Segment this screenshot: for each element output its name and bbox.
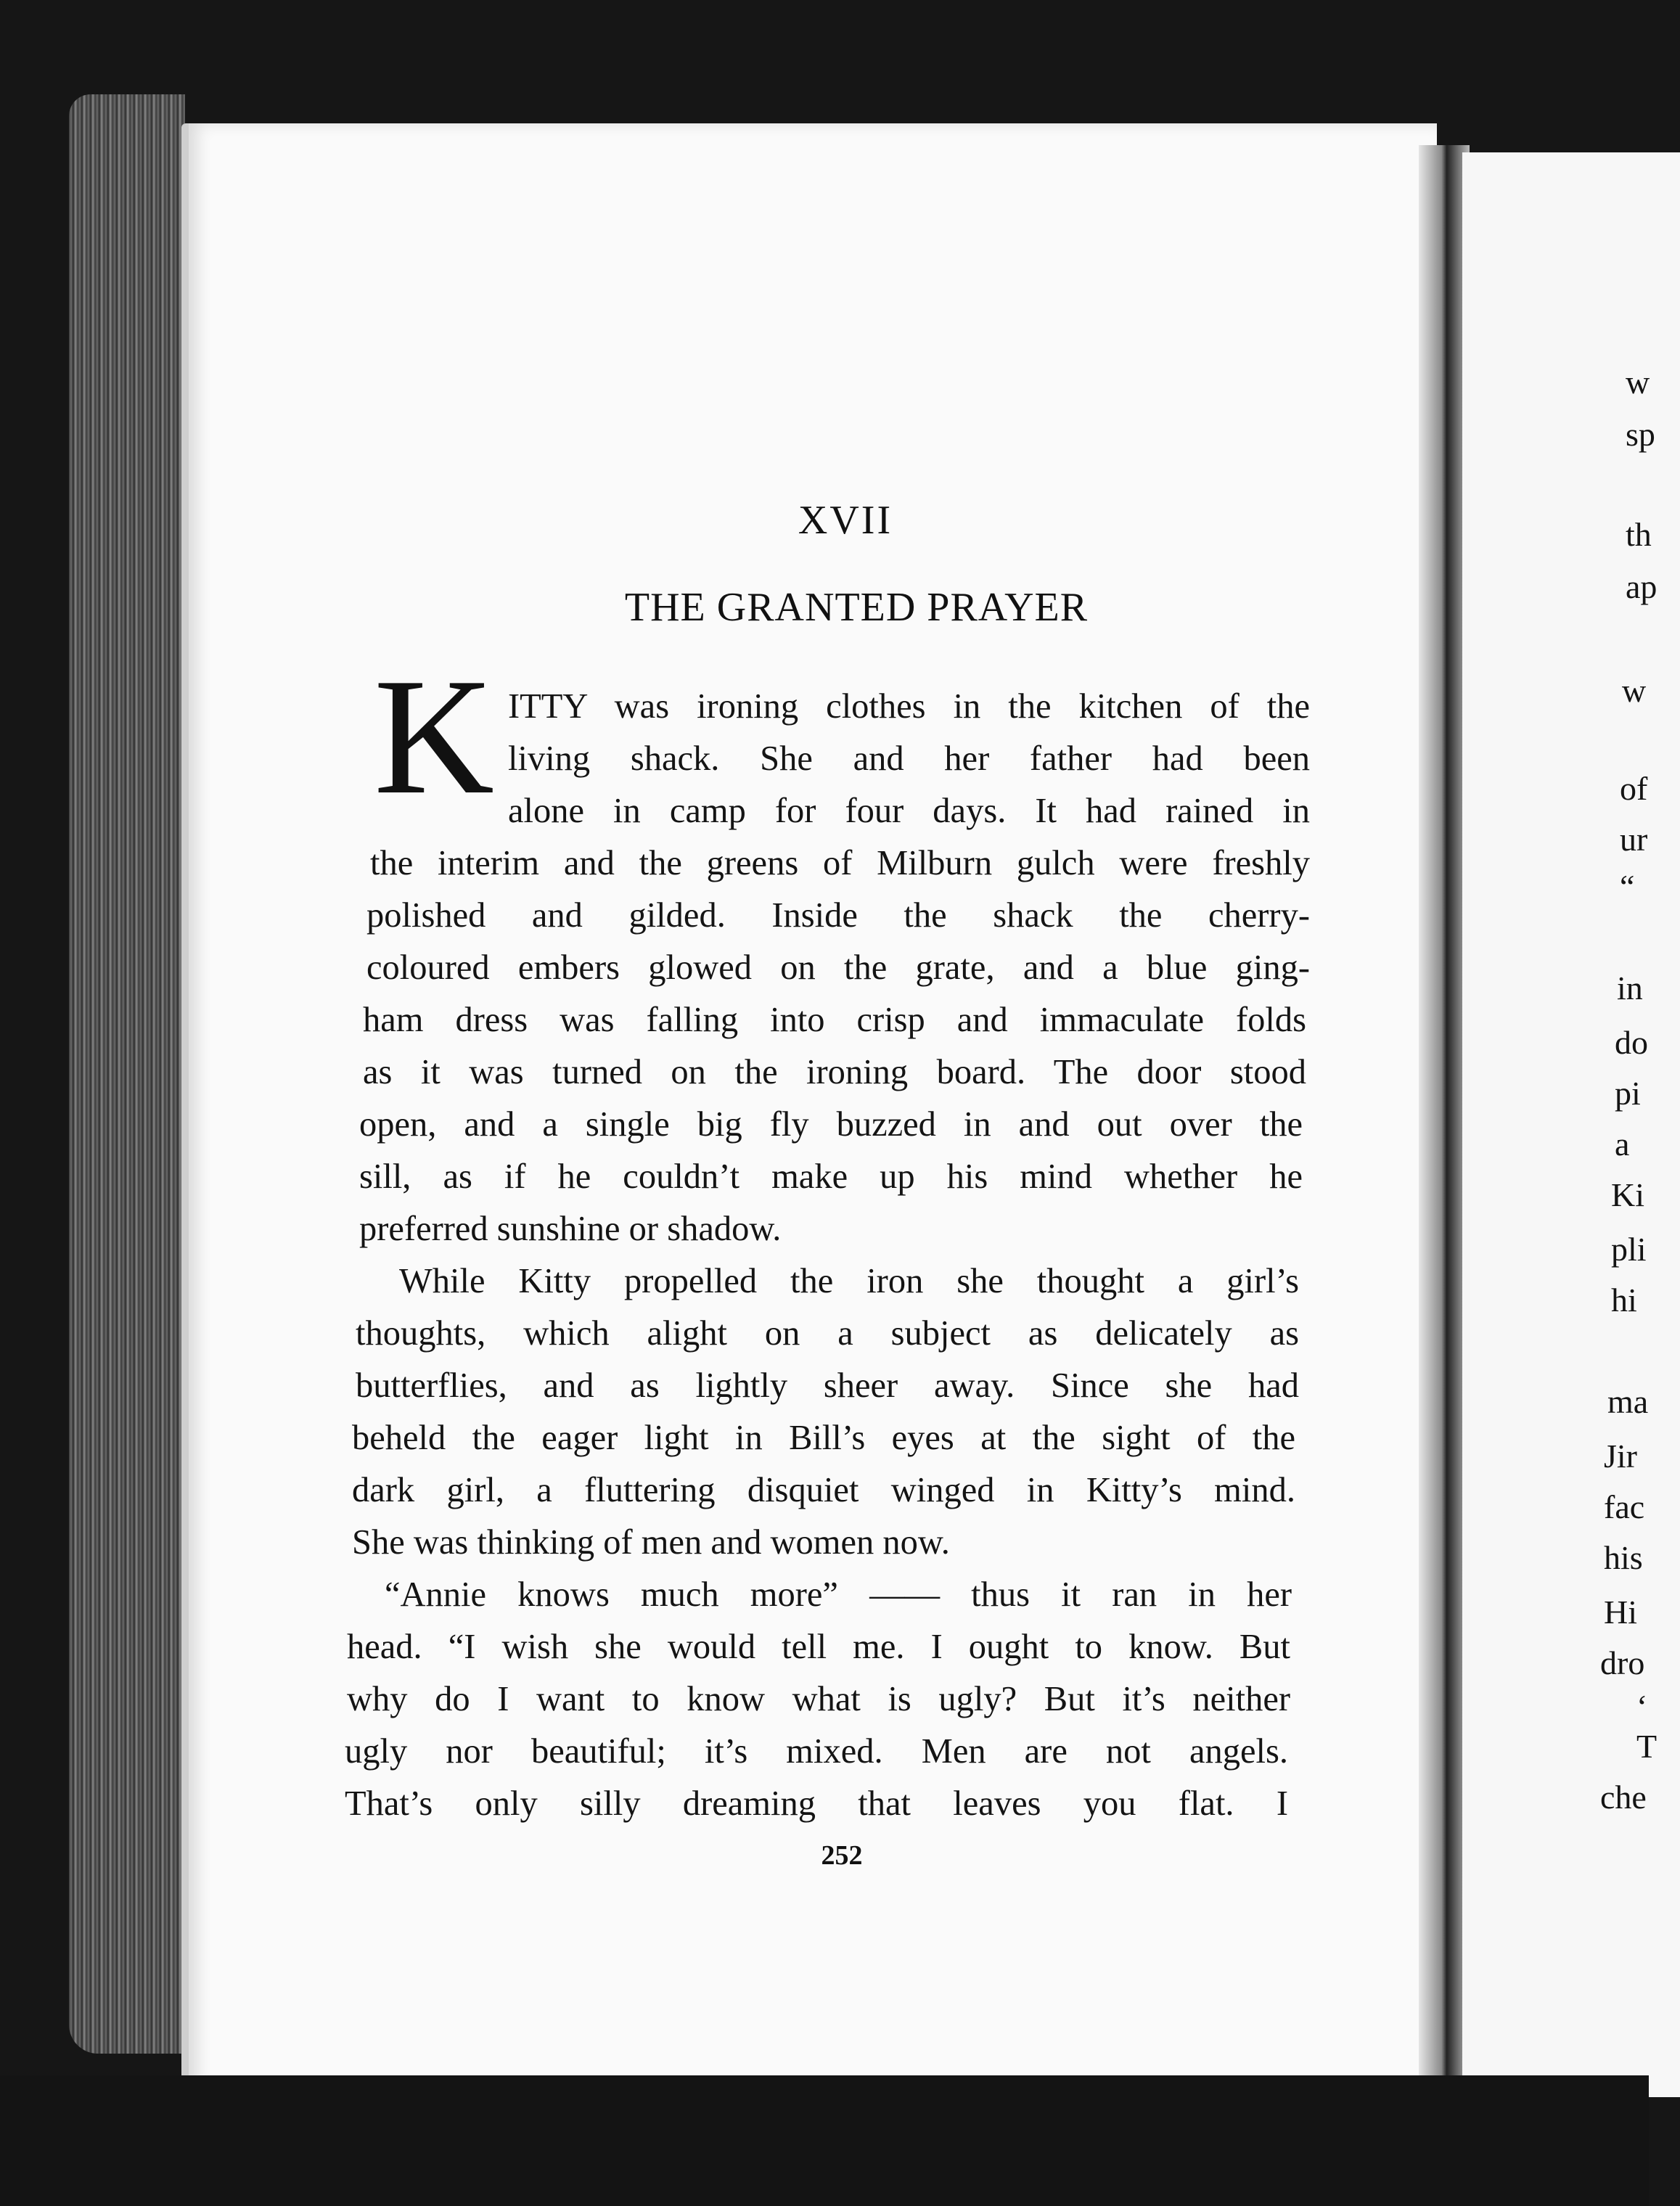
- text-line: She was thinking of men and women now.: [352, 1523, 950, 1562]
- chapter-number: XVII: [798, 498, 893, 543]
- text-line: preferred sunshine or shadow.: [359, 1210, 782, 1248]
- text-fragment: hi: [1611, 1282, 1637, 1319]
- text-line: That’s only silly dreaming that leaves you flat. I: [345, 1784, 1288, 1823]
- text-fragment: th: [1626, 516, 1652, 553]
- text-line: as it was turned on the ironing board. The door stood: [363, 1053, 1306, 1091]
- text-line: sill, as if he couldn’t make up his mind whether he: [359, 1157, 1303, 1196]
- page-number: 252: [821, 1840, 863, 1871]
- text-fragment: w: [1626, 364, 1650, 401]
- text-fragment: w: [1622, 672, 1647, 709]
- text-line: coloured embers glowed on the grate, and a blue ging-: [366, 948, 1310, 987]
- text-fragment: pi: [1615, 1075, 1641, 1112]
- text-line: “Annie knows much more” —— thus it ran in her: [385, 1575, 1292, 1614]
- text-line: alone in camp for four days. It had rained in: [508, 792, 1310, 830]
- text-line: ham dress was falling into crisp and immaculate folds: [363, 1001, 1306, 1039]
- text-line: open, and a single big fly buzzed in and out over the: [359, 1105, 1303, 1144]
- text-fragment: “: [1620, 868, 1635, 905]
- text-line: head. “I wish she would tell me. I ought to know. But: [347, 1628, 1290, 1666]
- text-line: thoughts, which alight on a subject as delicately as: [356, 1314, 1299, 1353]
- text-line: While Kitty propelled the iron she thought a girl’s: [399, 1262, 1299, 1300]
- text-fragment: che: [1600, 1779, 1647, 1816]
- text-fragment: Hi: [1604, 1594, 1637, 1631]
- text-fragment: in: [1617, 969, 1643, 1006]
- text-fragment: pli: [1611, 1231, 1647, 1268]
- text-fragment: do: [1615, 1024, 1648, 1061]
- text-fragment: Jir: [1604, 1438, 1637, 1475]
- text-fragment: ur: [1620, 821, 1648, 858]
- text-fragment: his: [1604, 1539, 1643, 1576]
- text-fragment: T: [1636, 1728, 1658, 1765]
- chapter-title: THE GRANTED PRAYER: [624, 585, 1089, 630]
- text-fragment: ‘: [1636, 1688, 1648, 1725]
- text-line: living shack. She and her father had been: [508, 739, 1310, 778]
- text-fragment: dro: [1600, 1644, 1645, 1681]
- text-line: polished and gilded. Inside the shack the cherry-: [366, 896, 1310, 935]
- text-line: ITTY was ironing clothes in the kitchen of the: [508, 687, 1310, 726]
- text-fragment: ma: [1607, 1383, 1649, 1420]
- text-line: ugly nor beautiful; it’s mixed. Men are not angels.: [345, 1732, 1288, 1771]
- text-fragment: a: [1615, 1125, 1630, 1163]
- drop-cap: K: [374, 644, 495, 829]
- text-line: beheld the eager light in Bill’s eyes at the sight of the: [352, 1419, 1295, 1457]
- text-line: butterflies, and as lightly sheer away. Since she had: [356, 1366, 1299, 1405]
- text-fragment: fac: [1604, 1488, 1645, 1525]
- text-fragment: of: [1620, 770, 1648, 807]
- text-line: why do I want to know what is ugly? But it’s neither: [347, 1680, 1290, 1718]
- text-fragment: sp: [1626, 416, 1655, 453]
- scan-background: [0, 2075, 1649, 2206]
- text-fragment: Ki: [1611, 1176, 1644, 1213]
- text-line: dark girl, a fluttering disquiet winged in Kitty’s mind.: [352, 1471, 1295, 1509]
- page-stack-edge: [69, 94, 185, 2054]
- text-line: the interim and the greens of Milburn gulch were freshly: [370, 844, 1310, 882]
- text-fragment: ap: [1626, 568, 1658, 605]
